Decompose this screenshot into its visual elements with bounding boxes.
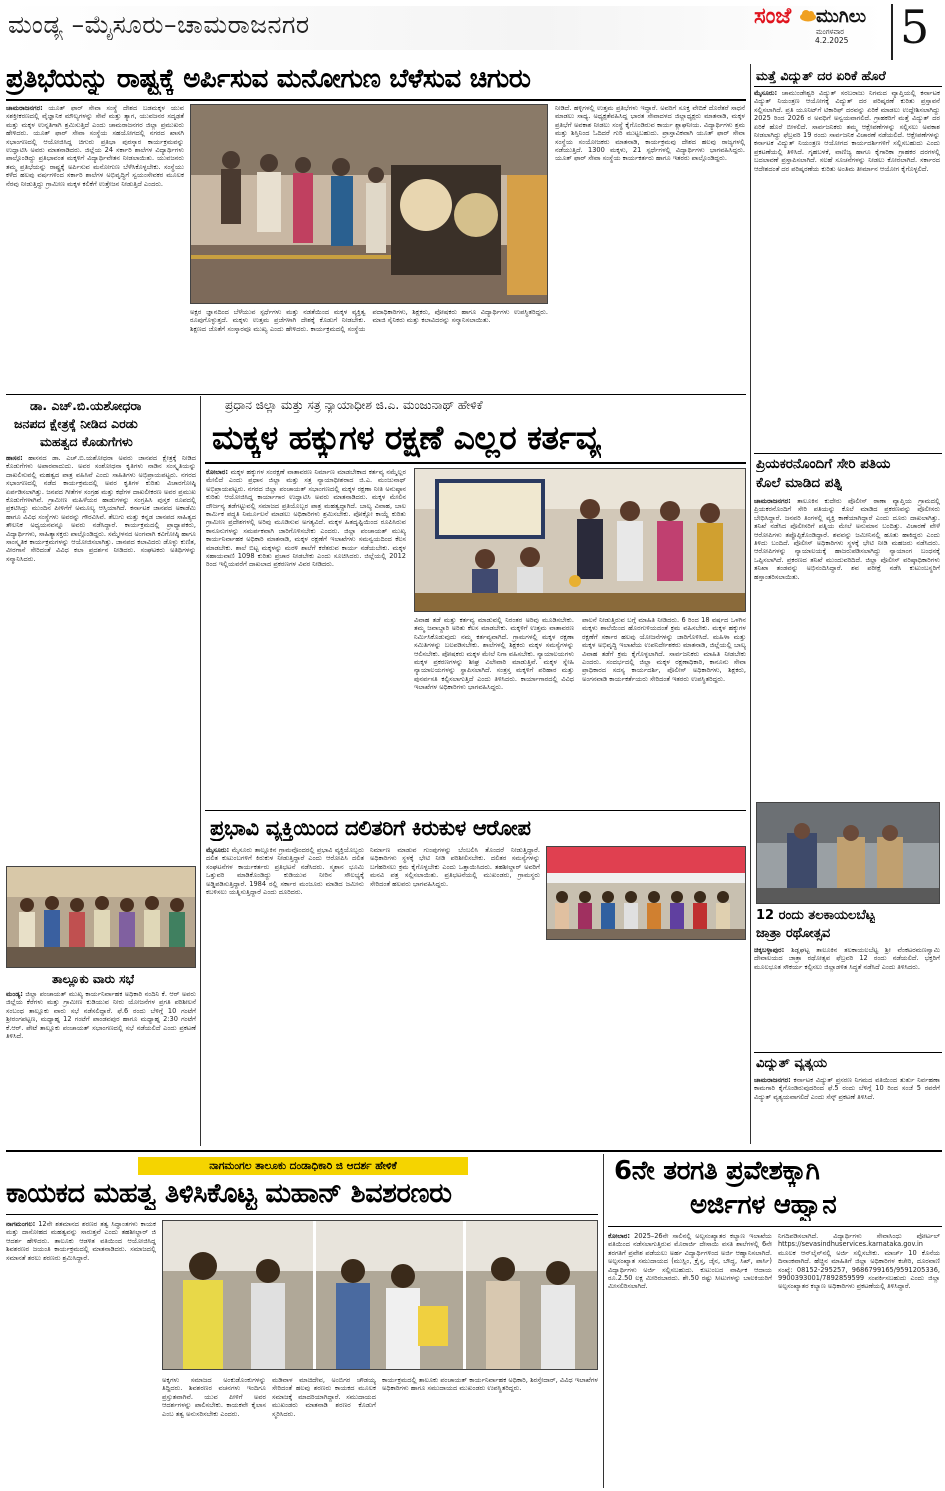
story6-body: ಹಾಸನ: ಹಾಸನದ ಡಾ. ಎಚ್.ಬಿ.ಯಶೋಧರಾ ಅವರು ಜಾನಪದ ಕ್ಷೇತ್ರಕ್ಕೆ ನೀಡಿದ ಕೊಡುಗೆಗಳು ಅಪಾರವಾದುದು. ಅವರ ಸಂಶೋಧನಾ ಕೃತಿಗಳು ನಾಡಿನ ಸಂಸ್ಕೃತಿಯನ್ನು ದಾಖಲಿಸುವಲ್ಲಿ ಮಹತ್ವದ ಪಾತ್ರ ವಹಿಸಿವೆ ಎಂದು ಸಾಹಿತಿಗಳು ಅಭಿಪ್ರಾಯಪಟ್ಟರು. ನಗರದ ಸಭಾಂಗಣದಲ್ಲಿ ನಡೆದ ಕಾರ್ಯಕ್ರಮದಲ್ಲಿ ಅವರ ಕೃತಿಗಳ ಕುರಿತು ವಿಚಾರಗೋಷ್ಠಿ ಏರ್ಪಡಿಸಲಾಗಿತ್ತು. ಜನಪದ ಗೀತೆಗಳ ಸಂಗ್ರಹ ಮತ್ತು ಕಥೆಗಳ ದಾಖಲೀಕರಣ ಅವರ ಪ್ರಮುಖ ಕೊಡುಗೆಗಳಾಗಿವೆ. ಗ್ರಾಮೀಣ ಮಹಿಳೆಯರ ಹಾಡುಗಳನ್ನು ಸಂಗ್ರಹಿಸಿ ಪುಸ್ತಕ ರೂಪದಲ್ಲಿ ಪ್ರಕಟಿಸಿದ್ದು ಮುಂದಿನ ಪೀಳಿಗೆಗೆ ಅಮೂಲ್ಯ ಆಸ್ತಿಯಾಗಿದೆ. ಕರ್ನಾಟಕ ಜಾನಪದ ಅಕಾಡೆಮಿ ಹಾಗೂ ವಿವಿಧ ಸಂಸ್ಥೆಗಳು ಅವರನ್ನು ಗೌರವಿಸಿವೆ. ತೆಲುಗು ಮತ್ತು ಕನ್ನಡ ಜಾನಪದ ಸಾಹಿತ್ಯದ ತೌಲನಿಕ ಅಧ್ಯಯನವನ್ನೂ ಅವರು ನಡೆಸಿದ್ದಾರೆ. ಕಾರ್ಯಕ್ರಮದಲ್ಲಿ ಪ್ರಾಧ್ಯಾಪಕರು, ವಿದ್ಯಾರ್ಥಿಗಳು, ಸಾಹಿತ್ಯಾಸಕ್ತರು ಪಾಲ್ಗೊಂಡಿದ್ದರು. ಸಮ್ಮೇಳನದ ಅಂಗವಾಗಿ ಕವಿಗೋಷ್ಠಿ ಹಾಗೂ ಸಾಂಸ್ಕೃತಿಕ ಕಾರ್ಯಕ್ರಮಗಳನ್ನು ಆಯೋಜಿಸಲಾಗಿತ್ತು. ಜಾನಪದ ಕಲಾವಿದರು ಡೊಳ್ಳು ಕುಣಿತ, ವೀರಗಾಸೆ ಸೇರಿದಂತೆ ವಿವಿಧ ಕಲಾ ಪ್ರದರ್ಶನ ನೀಡಿದರು. ಸಂಘಟಕರು ಅತಿಥಿಗಳನ್ನು ಸನ್ಮಾನಿಸಿದರು.: [6, 454, 196, 563]
story8-kicker: ಪ್ರಧಾನ ಜಿಲ್ಲಾ ಮತ್ತು ಸತ್ರ ನ್ಯಾಯಾಧೀಶ ಜಿ.ಎ. ಮಂಜುನಾಥ್ ಹೇಳಿಕೆ: [225, 398, 483, 412]
story8-body-col3: ಪಾಲನೆ ನೀಡುತ್ತಿರುವ ಬಗ್ಗೆ ಮಾಹಿತಿ ನೀಡಿದರು. 6 ರಿಂದ 18 ವರ್ಷದ ಒಳಗಿನ ಮಕ್ಕಳು ಶಾಲೆಯಿಂದ ಹೊರಗುಳಿಯದಂತೆ ಕ್ರಮ ವಹಿಸಬೇಕು. ಮಕ್ಕಳ ಹಕ್ಕುಗಳ ರಕ್ಷಣೆಗೆ ಸರ್ಕಾರ ಹಲವು ಯೋಜನೆಗಳನ್ನು ಜಾರಿಗೊಳಿಸಿದೆ. ಮಹಿಳಾ ಮತ್ತು ಮಕ್ಕಳ ಅಭಿವೃದ್ಧಿ ಇಲಾಖೆಯ ಉಪನಿರ್ದೇಶಕರು ಮಾತನಾಡಿ, ಜಿಲ್ಲೆಯಲ್ಲಿ ಬಾಲ್ಯ ವಿವಾಹ ತಡೆಗೆ ಕ್ರಮ ಕೈಗೊಳ್ಳಲಾಗಿದೆ. ಸಾರ್ವಜನಿಕರು ಮಾಹಿತಿ ನೀಡಬೇಕು ಎಂದರು. ಸಂದರ್ಭದಲ್ಲಿ ಜಿಲ್ಲಾ ಮಕ್ಕಳ ರಕ್ಷಣಾಧಿಕಾರಿ, ಕಾನೂನು ಸೇವಾ ಪ್ರಾಧಿಕಾರದ ಸದಸ್ಯ ಕಾರ್ಯದರ್ಶಿ, ಪೊಲೀಸ್ ಅಧಿಕಾರಿಗಳು, ಶಿಕ್ಷಕರು, ಅಂಗನವಾಡಿ ಕಾರ್ಯಕರ್ತೆಯರು ಸೇರಿದಂತೆ ಇತರರು ಉಪಸ್ಥಿತರಿದ್ದರು.: [582, 616, 746, 683]
story5-top-rule: [754, 1052, 942, 1053]
story3-headline-1: ಪ್ರಿಯಕರನೊಂದಿಗೆ ಸೇರಿ ಪತಿಯ: [756, 456, 891, 472]
issue-day: ಮಂಗಳವಾರ: [816, 28, 845, 36]
column-divider: [750, 64, 751, 1144]
story6-headline-3: ಮಹತ್ವದ ಕೊಡುಗೆಗಳು: [40, 434, 133, 449]
story4-headline-2: ಜಾತ್ರಾ ರಥೋತ್ಸವ: [756, 926, 831, 941]
story6-headline-1: ಡಾ. ಎಚ್.ಬಿ.ಯಶೋಧರಾ: [30, 398, 142, 413]
brand-sanje: ಸಂಜೆ: [754, 4, 792, 29]
story3-headline-2: ಕೊಲೆ ಮಾಡಿದ ಪತ್ನಿ: [756, 475, 843, 491]
story7-headline: ತಾಲ್ಲೂಕು ವಾರು ಸಭೆ: [52, 972, 135, 986]
story11-rule: [608, 1226, 942, 1227]
story3-body: ಚಾಮರಾಜನಗರ: ತಾಲೂಕಿನ ಕುದೇರು ಪೊಲೀಸ್ ಠಾಣಾ ವ್ಯಾಪ್ತಿಯ ಗ್ರಾಮದಲ್ಲಿ ಪ್ರಿಯಕರನೊಂದಿಗೆ ಸೇರಿ ಪತಿಯನ್ನು ಕೊಲೆ ಮಾಡಿದ ಪ್ರಕರಣವನ್ನು ಪೊಲೀಸರು ಬೇಧಿಸಿದ್ದಾರೆ. ಜನವರಿ ತಿಂಗಳಲ್ಲಿ ವ್ಯಕ್ತಿ ಕಾಣೆಯಾಗಿದ್ದಾರೆ ಎಂದು ದೂರು ದಾಖಲಾಗಿತ್ತು. ತನಿಖೆ ನಡೆಸಿದ ಪೊಲೀಸರಿಗೆ ಪತ್ನಿಯ ಮೇಲೆ ಅನುಮಾನ ಬಂದಿತ್ತು. ವಿಚಾರಣೆ ವೇಳೆ ಆರೋಪಿಗಳು ತಪ್ಪೊಪ್ಪಿಕೊಂಡಿದ್ದಾರೆ. ಶವವನ್ನು ಜಮೀನಿನಲ್ಲಿ ಹೂತು ಹಾಕಿದ್ದರು ಎಂದು ತಿಳಿದು ಬಂದಿದೆ. ಪೊಲೀಸ್ ಅಧಿಕಾರಿಗಳು ಸ್ಥಳಕ್ಕೆ ಭೇಟಿ ನೀಡಿ ಮಹಜರು ನಡೆಸಿದರು. ಆರೋಪಿಗಳನ್ನು ನ್ಯಾಯಾಲಯಕ್ಕೆ ಹಾಜರುಪಡಿಸಲಾಗಿದ್ದು ನ್ಯಾಯಾಂಗ ಬಂಧನಕ್ಕೆ ಒಪ್ಪಿಸಲಾಗಿದೆ. ಪ್ರಕರಣದ ತನಿಖೆ ಮುಂದುವರಿದಿದೆ. ಜಿಲ್ಲಾ ಪೊಲೀಸ್ ವರಿಷ್ಠಾಧಿಕಾರಿಗಳು ತನಿಖಾ ತಂಡವನ್ನು ಅಭಿನಂದಿಸಿದ್ದಾರೆ. ಶವ ಪರೀಕ್ಷೆ ನಡೆಸಿ ಕುಟುಂಬಸ್ಥರಿಗೆ ಹಸ್ತಾಂತರಿಸಲಾಯಿತು.: [754, 497, 940, 581]
header-divider: [891, 4, 893, 60]
story9-body-col2: ನಿರ್ಮಾಣ ಮಾಡುವ ಗುಂಪುಗಳನ್ನು ಬೆಂಬಲಿಸಿ ತೊಂದರೆ ನೀಡುತ್ತಿದ್ದಾರೆ. ಅಧಿಕಾರಿಗಳು ಸ್ಥಳಕ್ಕೆ ಭೇಟಿ ನೀಡಿ ಪರಿಶೀಲಿಸಬೇಕು. ದಲಿತರ ಸಮಸ್ಯೆಗಳನ್ನು ಬಗೆಹರಿಸಲು ಕ್ರಮ ಕೈಗೊಳ್ಳಬೇಕು ಎಂದು ಒತ್ತಾಯಿಸಿದರು. ತಹಶೀಲ್ದಾರ್ ಅವರಿಗೆ ಮನವಿ ಪತ್ರ ಸಲ್ಲಿಸಲಾಯಿತು. ಪ್ರತಿಭಟನೆಯಲ್ಲಿ ಮುಖಂಡರು, ಗ್ರಾಮಸ್ಥರು ಸೇರಿದಂತೆ ಹಲವರು ಭಾಗವಹಿಸಿದ್ದರು.: [370, 846, 540, 888]
story1-dateline: ಚಾಮರಾಜನಗರ:: [6, 104, 43, 112]
page-number: 5: [900, 0, 930, 54]
story4-headline-1: 12 ರಂದು ತಲಕಾಯಲಬೆಟ್ಟ: [756, 908, 876, 923]
story1-body-mid: ಅಕ್ಷರ ಜ್ಞಾನದಿಂದ ಬೆಳೆಯುವ ಸ್ಪರ್ಧೆಗಳು ಮತ್ತು ನಡತೆಯಿಂದ ಮಕ್ಕಳ ವ್ಯಕ್ತಿತ್ವ ರೂಪುಗೊಳ್ಳುತ್ತದೆ. ಮಕ್ಕಳು ಉತ್ತಮ ಪ್ರಜೆಗಳಾಗಿ ದೇಶಕ್ಕೆ ಕೊಡುಗೆ ನೀಡಬೇಕು. ಶಿಕ್ಷಣದ ಜೊತೆಗೆ ಸಂಸ್ಕಾರವೂ ಮುಖ್ಯ ಎಂದು ಹೇಳಿದರು. ಕಾರ್ಯಕ್ರಮದಲ್ಲಿ ಸಂಸ್ಥೆಯ ಪದಾಧಿಕಾರಿಗಳು, ಶಿಕ್ಷಕರು, ಪೋಷಕರು ಹಾಗೂ ವಿದ್ಯಾರ್ಥಿಗಳು ಉಪಸ್ಥಿತರಿದ್ದರು. ಮಾಜಿ ಸೈನಿಕರು ಮತ್ತು ಕಲಾವಿದರನ್ನು ಸನ್ಮಾನಿಸಲಾಯಿತು.: [190, 308, 548, 333]
story11-headline-1: 6ನೇ ತರಗತಿ ಪ್ರವೇಶಕ್ಕಾಗಿ: [614, 1156, 820, 1186]
story10-kicker: ನಾಗಮಂಗಲ ತಾಲೂಕು ದಂಡಾಧಿಕಾರಿ ಜಿ ಆದರ್ಶ ಹೇಳಿಕೆ: [138, 1157, 468, 1175]
story10-body-col4: ಕಾರ್ಯಕ್ರಮದಲ್ಲಿ ತಾಲೂಕು ಪಂಚಾಯತ್ ಕಾರ್ಯನಿರ್ವಾಹಕ ಅಧಿಕಾರಿ, ಶಿರಸ್ತೇದಾರ್, ವಿವಿಧ ಇಲಾಖೆಗಳ ಅಧಿಕಾರಿಗಳು ಹಾಗೂ ಸಮುದಾಯದ ಮುಖಂಡರು ಉಪಸ್ಥಿತರಿದ್ದರು.: [382, 1376, 598, 1393]
section-title: ಮಂಡ್ಯ –ಮೈಸೂರು–ಚಾಮರಾಜನಗರ: [8, 10, 310, 39]
story1-body-right: ನೀಡಿದೆ. ಹಳ್ಳಿಗಳಲ್ಲಿ ಉತ್ತಮ ಪ್ರತಿಭೆಗಳು ಇದ್ದಾರೆ. ಅವರಿಗೆ ಸೂಕ್ತ ವೇದಿಕೆ ದೊರೆತರೆ ಸಾಧನೆ ಮಾಡಲು ಸಾಧ್ಯ. ಅಧ್ಯಕ್ಷತೆವಹಿಸಿದ್ದ ಭಾರತ ಸೇವಾದಳದ ಜಿಲ್ಲಾಧ್ಯಕ್ಷರು ಮಾತನಾಡಿ, ಮಕ್ಕಳ ಪ್ರತಿಭೆಗೆ ಅವಕಾಶ ನೀಡಲು ಸಂಸ್ಥೆ ಕೈಗೊಂಡಿರುವ ಕಾರ್ಯ ಶ್ಲಾಘನೀಯ. ವಿದ್ಯಾರ್ಥಿಗಳು ಶ್ರಮ ಮತ್ತು ಶಿಸ್ತಿನಿಂದ ಓದಿದರೆ ಗುರಿ ಮುಟ್ಟಬಹುದು. ಪ್ರಾಸ್ತಾವಿಕವಾಗಿ ಯೂತ್ ಫಾರ್ ಸೇವಾ ಸಂಸ್ಥೆಯ ಸಂಯೋಜಕರು ಮಾತನಾಡಿ, ಕಾರ್ಯಕ್ರಮವು ದೇಶದ ಹಲವು ರಾಜ್ಯಗಳಲ್ಲಿ ನಡೆಯುತ್ತಿದೆ. 1300 ಮಕ್ಕಳು, 21 ಸ್ಪರ್ಧೆಗಳಲ್ಲಿ ವಿದ್ಯಾರ್ಥಿಗಳು ಭಾಗವಹಿಸಿದ್ದರು. ಯೂತ್ ಫಾರ್ ಸೇವಾ ಸಂಸ್ಥೆಯ ಕಾರ್ಯಕರ್ತರು ಹಾಗೂ ಇತರರು ಪಾಲ್ಗೊಂಡಿದ್ದರು.: [555, 104, 745, 163]
story9-headline: ಪ್ರಭಾವಿ ವ್ಯಕ್ತಿಯಿಂದ ದಲಿತರಿಗೆ ಕಿರುಕುಳ ಆರೋಪ: [210, 816, 531, 840]
story2-rule: [754, 86, 942, 87]
story10-photo: [162, 1220, 598, 1370]
story8-rule: [205, 462, 746, 464]
issue-date: 4.2.2025: [815, 36, 849, 45]
story6-top-rule: [6, 394, 746, 395]
story9-top-rule: [205, 810, 746, 811]
story5-headline: ವಿದ್ಯುತ್ ವ್ಯತ್ಯಯ: [756, 1056, 828, 1071]
story5-body: ಚಾಮರಾಜನಗರ: ಕರ್ನಾಟಕ ವಿದ್ಯುತ್ ಪ್ರಸರಣ ನಿಗಮದ ವತಿಯಿಂದ ತುರ್ತು ನಿರ್ವಹಣಾ ಕಾಮಗಾರಿ ಕೈಗೊಂಡಿರುವುದರಿಂದ ಫೆ.5 ರಂದು ಬೆಳಿಗ್ಗೆ 10 ರಿಂದ ಸಂಜೆ 5 ರವರೆಗೆ ವಿದ್ಯುತ್ ವ್ಯತ್ಯಯವಾಗಲಿದೆ ಎಂದು ಸೆಸ್ಕ್ ಪ್ರಕಟಣೆ ತಿಳಿಸಿದೆ.: [754, 1076, 940, 1101]
story1-body-left: ಚಾಮರಾಜನಗರ: ಯೂತ್ ಫಾರ್ ಸೇವಾ ಸಂಸ್ಥೆ ದೇಶದ ಬಡಮಕ್ಕಳ ಯುವ ಸಶಕ್ತೀಕರಣದಲ್ಲಿ ವೈಜ್ಞಾನಿಕ ಮೌಲ್ಯಗಳನ್ನು ಸೇವೆ ಮತ್ತು ತ್ಯಾಗ, ಯುವಜನರ ಸದೃಢತೆ ಮತ್ತು ಮಕ್ಕಳ ಉನ್ನತಿಗಾಗಿ ಶ್ರಮಿಸುತ್ತಿದೆ ಎಂದು ಚಾಮರಾಜನಗರ ಜಿಲ್ಲಾ ಪ್ರಮುಖರು ಹೇಳಿದರು. ಯೂತ್ ಫಾರ್ ಸೇವಾ ಸಂಸ್ಥೆಯ ಸಹಯೋಗದಲ್ಲಿ ನಗರದ ಖಾಸಗಿ ಸಭಾಂಗಣದಲ್ಲಿ ಆಯೋಜಿಸಿದ್ದ ಚಿಗುರು ಪ್ರತಿಭಾ ಪುರಸ್ಕಾರ ಕಾರ್ಯಕ್ರಮವನ್ನು ಉದ್ಘಾಟಿಸಿ ಅವರು ಮಾತನಾಡಿದರು. ಜಿಲ್ಲೆಯ 24 ಸರ್ಕಾರಿ ಶಾಲೆಗಳ ವಿದ್ಯಾರ್ಥಿಗಳು ಪಾಲ್ಗೊಂಡಿದ್ದು ಪ್ರತಿಭಾವಂತ ಮಕ್ಕಳಿಗೆ ವಿದ್ಯಾರ್ಥಿವೇತನ ನೀಡಲಾಯಿತು. ಯುವಜನರು ತಮ್ಮ ಪ್ರತಿಭೆಯನ್ನು ರಾಷ್ಟ್ರಕ್ಕೆ ಅರ್ಪಿಸುವ ಮನೋಗುಣ ಬೆಳೆಸಿಕೊಳ್ಳಬೇಕು. ಸಂಸ್ಥೆಯು ಕಳೆದ ಹಲವು ವರ್ಷಗಳಿಂದ ಸರ್ಕಾರಿ ಶಾಲೆಗಳ ಅಭಿವೃದ್ಧಿಗೆ ಸ್ವಯಂಸೇವಕರ ಮೂಲಕ ನೆರವು ನೀಡುತ್ತಿದ್ದು ಗ್ರಾಮೀಣ ಮಕ್ಕಳ ಕಲಿಕೆಗೆ ಉತ್ತೇಜನ ನೀಡುತ್ತಿದೆ ಎಂದರು.: [6, 104, 184, 188]
story1-photo: [190, 104, 548, 304]
brand-mugilu: ಮುಗಿಲು: [816, 6, 867, 27]
story10-body-col1: ನಾಗಮಂಗಲ: 12ನೇ ಶತಮಾನದ ಶರಣರ ತತ್ವ ಸಿದ್ಧಾಂತಗಳು ಕಾಯಕ ಮತ್ತು ದಾಸೋಹದ ಮಹತ್ವವನ್ನು ಸಾರುತ್ತವೆ ಎಂದು ತಹಶೀಲ್ದಾರ್ ಜಿ ಆದರ್ಶ ಹೇಳಿದರು. ತಾಲೂಕು ಆಡಳಿತ ವತಿಯಿಂದ ಆಯೋಜಿಸಿದ್ದ ಶಿವಶರಣರ ಜಯಂತಿ ಕಾರ್ಯಕ್ರಮದಲ್ಲಿ ಮಾತನಾಡಿದರು. ಸಮಾಜದಲ್ಲಿ ಸಮಾನತೆ ತರಲು ಶರಣರು ಶ್ರಮಿಸಿದ್ದಾರೆ.: [6, 1220, 156, 1262]
story8-headline: ಮಕ್ಕಳ ಹಕ್ಕುಗಳ ರಕ್ಷಣೆ ಎಲ್ಲರ ಕರ್ತವ್ಯ: [212, 418, 601, 457]
story2-headline: ಮತ್ತೆ ವಿದ್ಯುತ್ ದರ ಏರಿಕೆ ಹೊರೆ: [756, 68, 886, 83]
story9-photo: [546, 846, 746, 940]
story11-body-col2: ನಿಗದಿಪಡಿಸಲಾಗಿದೆ. ವಿದ್ಯಾರ್ಥಿಗಳು ಸೇವಾಸಿಂಧು ಪೋರ್ಟಲ್ https://sevasindhuservices.karnataka.gov.in ಮೂಲಕ ಆನ್‌ಲೈನ್‌ನಲ್ಲಿ ಅರ್ಜಿ ಸಲ್ಲಿಸಬೇಕು. ಮಾರ್ಚ್ 10 ಕೊನೆಯ ದಿನಾಂಕವಾಗಿದೆ. ಹೆಚ್ಚಿನ ಮಾಹಿತಿಗೆ ಜಿಲ್ಲಾ ಅಧಿಕಾರಿಗಳ ಕಚೇರಿ, ದೂರವಾಣಿ ಸಂಖ್ಯೆ: 08152-295257, 9686799165/9591205336, 9900393001/7892859599 ಸಂಪರ್ಕಿಸಬಹುದು ಎಂದು ಜಿಲ್ಲಾ ಅಲ್ಪಸಂಖ್ಯಾತರ ಕಲ್ಯಾಣ ಅಧಿಕಾರಿಗಳು ಪ್ರಕಟಣೆಯಲ್ಲಿ ತಿಳಿಸಿದ್ದಾರೆ.: [778, 1232, 940, 1291]
story8-body-col2: ವಿವಾಹ ತಡೆ ಮತ್ತು ಕರ್ತವ್ಯ ಮಾಡುವಲ್ಲಿ ನಿರಂತರ ಅರಿವು ಮೂಡಿಸಬೇಕು. ತಮ್ಮ ಜವಾಬ್ದಾರಿ ಅರಿತು ಕೆಲಸ ಮಾಡಬೇಕು. ಮಕ್ಕಳಿಗೆ ಉತ್ತಮ ವಾತಾವರಣ ನಿರ್ಮಿಸಿಕೊಡುವುದು ನಮ್ಮ ಕರ್ತವ್ಯವಾಗಿದೆ. ಗ್ರಾಮಗಳಲ್ಲಿ ಮಕ್ಕಳ ರಕ್ಷಣಾ ಸಮಿತಿಗಳನ್ನು ಬಲಪಡಿಸಬೇಕು. ಶಾಲೆಗಳಲ್ಲಿ ಶಿಕ್ಷಕರು ಮಕ್ಕಳ ಸಮಸ್ಯೆಗಳನ್ನು ಆಲಿಸಬೇಕು. ಪೋಷಕರು ಮಕ್ಕಳ ಮೇಲೆ ನಿಗಾ ವಹಿಸಬೇಕು. ನ್ಯಾಯಾಲಯಗಳು ಮಕ್ಕಳ ಪ್ರಕರಣಗಳನ್ನು ಶೀಘ್ರ ವಿಲೇವಾರಿ ಮಾಡುತ್ತಿವೆ. ಮಕ್ಕಳ ಸ್ನೇಹಿ ನ್ಯಾಯಾಲಯಗಳನ್ನು ಸ್ಥಾಪಿಸಲಾಗಿದೆ. ಸಂತ್ರಸ್ತ ಮಕ್ಕಳಿಗೆ ಪರಿಹಾರ ಮತ್ತು ಪುನರ್ವಸತಿ ಕಲ್ಪಿಸಲಾಗುತ್ತಿದೆ ಎಂದು ತಿಳಿಸಿದರು. ಕಾರ್ಯಾಗಾರದಲ್ಲಿ ವಿವಿಧ ಇಲಾಖೆಗಳ ಅಧಿಕಾರಿಗಳು ಭಾಗವಹಿಸಿದ್ದರು.: [414, 616, 574, 692]
bottom-section-rule: [6, 1150, 942, 1152]
story11-body-col1: ಕೋಲಾರ: 2025–26ನೇ ಸಾಲಿನಲ್ಲಿ ಅಲ್ಪಸಂಖ್ಯಾತರ ಕಲ್ಯಾಣ ಇಲಾಖೆಯ ವತಿಯಿಂದ ನಡೆಸಲಾಗುತ್ತಿರುವ ಮೊರಾರ್ಜಿ ದೇಸಾಯಿ ವಸತಿ ಶಾಲೆಗಳಲ್ಲಿ 6ನೇ ತರಗತಿಗೆ ಪ್ರವೇಶ ಪಡೆಯಲು ಅರ್ಹ ವಿದ್ಯಾರ್ಥಿಗಳಿಂದ ಅರ್ಜಿ ಆಹ್ವಾನಿಸಲಾಗಿದೆ. ಅಲ್ಪಸಂಖ್ಯಾತ ಸಮುದಾಯದ (ಮುಸ್ಲಿಂ, ಕ್ರೈಸ್ತ, ಜೈನ, ಬೌದ್ಧ, ಸಿಖ್, ಪಾರ್ಸಿ) ವಿದ್ಯಾರ್ಥಿಗಳು ಅರ್ಜಿ ಸಲ್ಲಿಸಬಹುದು. ಕುಟುಂಬದ ವಾರ್ಷಿಕ ಆದಾಯ ರೂ.2.50 ಲಕ್ಷ ಮೀರಿರಬಾರದು. ಶೇ.50 ರಷ್ಟು ಸೀಟುಗಳನ್ನು ಬಾಲಕಿಯರಿಗೆ ಮೀಸಲಿರಿಸಲಾಗಿದೆ.: [608, 1232, 772, 1291]
story3-top-rule: [754, 453, 942, 454]
story7-body: ಮಂಡ್ಯ: ಜಿಲ್ಲಾ ಪಂಚಾಯತ್ ಮುಖ್ಯ ಕಾರ್ಯನಿರ್ವಾಹಕ ಅಧಿಕಾರಿ ನಂದಿನಿ ಕೆ. ಆರ್ ಅವರು ಜಿಲ್ಲೆಯ ಕೆರೆಗಳು ಮತ್ತು ಗ್ರಾಮೀಣ ಕುಡಿಯುವ ನೀರು ಯೋಜನೆಗಳ ಪ್ರಗತಿ ಪರಿಶೀಲನೆ ಸಂಬಂಧ ತಾಲ್ಲೂಕು ವಾರು ಸಭೆ ನಡೆಸಲಿದ್ದಾರೆ. ಫೆ.6 ರಂದು ಬೆಳಿಗ್ಗೆ 10 ಗಂಟೆಗೆ ಶ್ರೀರಂಗಪಟ್ಟಣ, ಮಧ್ಯಾಹ್ನ 12 ಗಂಟೆಗೆ ಪಾಂಡವಪುರ ಹಾಗೂ ಮಧ್ಯಾಹ್ನ 2:30 ಗಂಟೆಗೆ ಕೆ.ಆರ್. ಪೇಟೆ ತಾಲ್ಲೂಕು ಪಂಚಾಯತ್ ಸಭಾಂಗಣದಲ್ಲಿ ಸಭೆ ನಡೆಯಲಿದೆ ಎಂದು ಪ್ರಕಟಣೆ ತಿಳಿಸಿದೆ.: [6, 990, 196, 1041]
story4-body: ಚಿಕ್ಕಬಳ್ಳಾಪುರ: ಶಿಡ್ಲಘಟ್ಟ ತಾಲೂಕಿನ ತಲಕಾಯಲಬೆಟ್ಟ ಶ್ರೀ ವೆಂಕಟರಮಣಸ್ವಾಮಿ ದೇವಾಲಯದ ಜಾತ್ರಾ ರಥೋತ್ಸವ ಫೆಬ್ರವರಿ 12 ರಂದು ನಡೆಯಲಿದೆ. ಭಕ್ತರಿಗೆ ಮೂಲಭೂತ ಸೌಕರ್ಯ ಕಲ್ಪಿಸಲು ಜಿಲ್ಲಾಡಳಿತ ಸಿದ್ಧತೆ ನಡೆಸಿದೆ ಎಂದು ತಿಳಿಸಿದರು.: [754, 946, 940, 971]
story9-body-col1: ಮೈಸೂರು: ಮೈಸೂರು ತಾಲ್ಲೂಕಿನ ಗ್ರಾಮವೊಂದರಲ್ಲಿ ಪ್ರಭಾವಿ ವ್ಯಕ್ತಿಯೊಬ್ಬರು ದಲಿತ ಕುಟುಂಬಗಳಿಗೆ ಕಿರುಕುಳ ನೀಡುತ್ತಿದ್ದಾರೆ ಎಂದು ಆರೋಪಿಸಿ ದಲಿತ ಸಂಘಟನೆಗಳ ಕಾರ್ಯಕರ್ತರು ಪ್ರತಿಭಟನೆ ನಡೆಸಿದರು. ಸ್ಮಶಾನ ಭೂಮಿ ಒತ್ತುವರಿ ಮಾಡಿಕೊಂಡಿದ್ದು ಕುಡಿಯುವ ನೀರಿನ ಸೌಲಭ್ಯಕ್ಕೆ ಅಡ್ಡಿಪಡಿಸುತ್ತಿದ್ದಾರೆ. 1984 ರಲ್ಲಿ ಸರ್ಕಾರ ಮಂಜೂರು ಮಾಡಿದ ಜಮೀನು ಕಬಳಿಸಲು ಯತ್ನಿಸುತ್ತಿದ್ದಾರೆ ಎಂದು ದೂರಿದರು.: [206, 846, 364, 897]
story10-body-col3: ಮಡಿವಾಳ ಮಾಚಿದೇವ, ಅಂಬಿಗರ ಚೌಡಯ್ಯ ಸೇರಿದಂತೆ ಹಲವು ಶರಣರು ಕಾಯಕದ ಮೂಲಕ ಸಮಾಜಕ್ಕೆ ಮಾದರಿಯಾಗಿದ್ದಾರೆ. ಸಮುದಾಯದ ಮುಖಂಡರು ಮಾತನಾಡಿ ಶರಣರ ಕೊಡುಗೆ ಸ್ಮರಿಸಿದರು.: [272, 1376, 376, 1418]
story11-headline-2: ಅರ್ಜಿಗಳ ಆಹ್ವಾನ: [690, 1190, 837, 1220]
left-column-divider: [200, 396, 201, 1146]
bottom-column-divider: [603, 1154, 604, 1488]
story1-rule: [6, 99, 746, 101]
story8-body-col1: ಕೋಲಾರ: ಮಕ್ಕಳ ಹಕ್ಕುಗಳ ಸಂರಕ್ಷಣೆ ವಾತಾವರಣ ನಿರ್ಮಾಣ ಮಾಡಬೇಕಾದ ಕರ್ತವ್ಯ ನಮ್ಮೆಲ್ಲರ ಮೇಲಿದೆ ಎಂದು ಪ್ರಧಾನ ಜಿಲ್ಲಾ ಮತ್ತು ಸತ್ರ ನ್ಯಾಯಾಧೀಶರಾದ ಜಿ.ಎ. ಮಂಜುನಾಥ್ ಅಭಿಪ್ರಾಯಪಟ್ಟರು. ನಗರದ ಜಿಲ್ಲಾ ಪಂಚಾಯತ್ ಸಭಾಂಗಣದಲ್ಲಿ ಮಕ್ಕಳ ರಕ್ಷಣಾ ನೀತಿ ಅನುಷ್ಠಾನ ಕುರಿತು ಆಯೋಜಿಸಿದ್ದ ಕಾರ್ಯಾಗಾರ ಉದ್ಘಾಟಿಸಿ ಅವರು ಮಾತನಾಡಿದರು. ಮಕ್ಕಳ ಮೇಲಿನ ದೌರ್ಜನ್ಯ ತಡೆಗಟ್ಟುವಲ್ಲಿ ಸಮಾಜದ ಪ್ರತಿಯೊಬ್ಬರ ಪಾತ್ರ ಮಹತ್ವದ್ದಾಗಿದೆ. ಬಾಲ್ಯ ವಿವಾಹ, ಬಾಲ ಕಾರ್ಮಿಕ ಪದ್ಧತಿ ನಿರ್ಮೂಲನೆ ಮಾಡಲು ಅಧಿಕಾರಿಗಳು ಶ್ರಮಿಸಬೇಕು. ಪೋಕ್ಸೋ ಕಾಯ್ದೆ ಕುರಿತು ಗ್ರಾಮೀಣ ಪ್ರದೇಶಗಳಲ್ಲಿ ಅರಿವು ಮೂಡಿಸುವ ಅಗತ್ಯವಿದೆ. ಮಕ್ಕಳ ಹಿತದೃಷ್ಟಿಯಿಂದ ರೂಪಿಸಿರುವ ಕಾನೂನುಗಳನ್ನು ಸಮರ್ಪಕವಾಗಿ ಜಾರಿಗೊಳಿಸಬೇಕು ಎಂದರು. ಜಿಲ್ಲಾ ಪಂಚಾಯತ್ ಮುಖ್ಯ ಕಾರ್ಯನಿರ್ವಾಹಕ ಅಧಿಕಾರಿ ಮಾತನಾಡಿ, ಮಕ್ಕಳ ರಕ್ಷಣೆಗೆ ಇಲಾಖೆಗಳು ಸಮನ್ವಯದಿಂದ ಕೆಲಸ ಮಾಡಬೇಕು. ಶಾಲೆ ಬಿಟ್ಟ ಮಕ್ಕಳನ್ನು ಮರಳಿ ಶಾಲೆಗೆ ಕರೆತರುವ ಕಾರ್ಯ ನಡೆಯಬೇಕು. ಮಕ್ಕಳ ಸಹಾಯವಾಣಿ 1098 ಕುರಿತು ಪ್ರಚಾರ ನೀಡಬೇಕು ಎಂದು ಸೂಚಿಸಿದರು. ಜಿಲ್ಲೆಯಲ್ಲಿ 2012 ರಿಂದ ಇಲ್ಲಿಯವರೆಗೆ ದಾಖಲಾದ ಪ್ರಕರಣಗಳ ವಿವರ ನೀಡಿದರು.: [206, 468, 406, 569]
story10-rule: [6, 1214, 598, 1215]
story2-body: ಮೈಸೂರು: ಚಾಮುಂಡೇಶ್ವರಿ ವಿದ್ಯುತ್ ಸರಬರಾಜು ನಿಗಮದ ವ್ಯಾಪ್ತಿಯಲ್ಲಿ ಕರ್ನಾಟಕ ವಿದ್ಯುತ್ ನಿಯಂತ್ರಣ ಆಯೋಗಕ್ಕೆ ವಿದ್ಯುತ್ ದರ ಪರಿಷ್ಕರಣೆ ಕುರಿತು ಪ್ರಸ್ತಾವನೆ ಸಲ್ಲಿಸಲಾಗಿದೆ. ಪ್ರತಿ ಯೂನಿಟ್‌ಗೆ ಟಿಕಾರಿಫ್ ದರವನ್ನು ಏರಿಕೆ ಮಾಡಲು ಉದ್ದೇಶಿಸಲಾಗಿದ್ದು 2025 ರಿಂದ 2026 ರ ಅವಧಿಗೆ ಅನ್ವಯವಾಗಲಿದೆ. ಗ್ರಾಹಕರಿಗೆ ಮತ್ತೆ ವಿದ್ಯುತ್ ದರ ಏರಿಕೆ ಹೊರೆ ಬೀಳಲಿದೆ. ಸಾರ್ವಜನಿಕರು ತಮ್ಮ ಆಕ್ಷೇಪಣೆಗಳನ್ನು ಸಲ್ಲಿಸಲು ಅವಕಾಶ ನೀಡಲಾಗಿದ್ದು ಫೆಬ್ರವರಿ 19 ರಂದು ಸಾರ್ವಜನಿಕ ವಿಚಾರಣೆ ನಡೆಯಲಿದೆ. ಆಕ್ಷೇಪಣೆಗಳನ್ನು ಕರ್ನಾಟಕ ವಿದ್ಯುತ್ ನಿಯಂತ್ರಣ ಆಯೋಗದ ಕಾರ್ಯದರ್ಶಿಗಳಿಗೆ ಸಲ್ಲಿಸಬಹುದು ಎಂದು ಪ್ರಕಟಣೆಯಲ್ಲಿ ತಿಳಿಸಿದೆ. ಗೃಹಬಳಕೆ, ವಾಣಿಜ್ಯ ಹಾಗೂ ಕೈಗಾರಿಕಾ ಗ್ರಾಹಕರ ದರಗಳಲ್ಲಿ ಬದಲಾವಣೆ ಪ್ರಸ್ತಾಪಿಸಲಾಗಿದೆ. ಸಲಹೆ ಸೂಚನೆಗಳನ್ನು ನೀಡಲು ಕೋರಲಾಗಿದೆ. ಸರ್ಕಾರದ ಆದೇಶದಂತೆ ದರ ಪರಿಷ್ಕರಣೆಯ ಕುರಿತು ಅಂತಿಮ ತೀರ್ಮಾನ ಆಯೋಗ ಕೈಗೊಳ್ಳಲಿದೆ.: [754, 89, 940, 173]
story6-photo: [6, 866, 196, 968]
story10-body-col2: ಅಕ್ಕಗಳು ಸಮಾಜದ ಅಂಕುಡೊಂಕುಗಳನ್ನು ತಿದ್ದಿದರು. ಶಿವಶರಣರ ವಚನಗಳು ಇಂದಿಗೂ ಪ್ರಸ್ತುತವಾಗಿವೆ. ಯುವ ಪೀಳಿಗೆ ಅವರ ಆದರ್ಶಗಳನ್ನು ಪಾಲಿಸಬೇಕು. ಕಾಯಕವೇ ಕೈಲಾಸ ಎಂಬ ತತ್ವ ಅನುಸರಿಸಬೇಕು ಎಂದರು.: [162, 1376, 266, 1418]
cloud-icon: [799, 8, 817, 22]
story3-photo: [756, 802, 940, 904]
story10-headline: ಕಾಯಕದ ಮಹತ್ವ ತಿಳಿಸಿಕೊಟ್ಟ ಮಹಾನ್ ಶಿವಶರಣರು: [6, 1178, 452, 1209]
story8-photo: [414, 468, 746, 612]
story6-headline-2: ಜನಪದ ಕ್ಷೇತ್ರಕ್ಕೆ ನೀಡಿದ ಎರಡು: [14, 416, 138, 431]
story1-headline: ಪ್ರತಿಭೆಯನ್ನು ರಾಷ್ಟ್ರಕ್ಕೆ ಅರ್ಪಿಸುವ ಮನೋಗುಣ ಬೆಳೆಸುವ ಚಿಗುರು: [6, 64, 531, 94]
